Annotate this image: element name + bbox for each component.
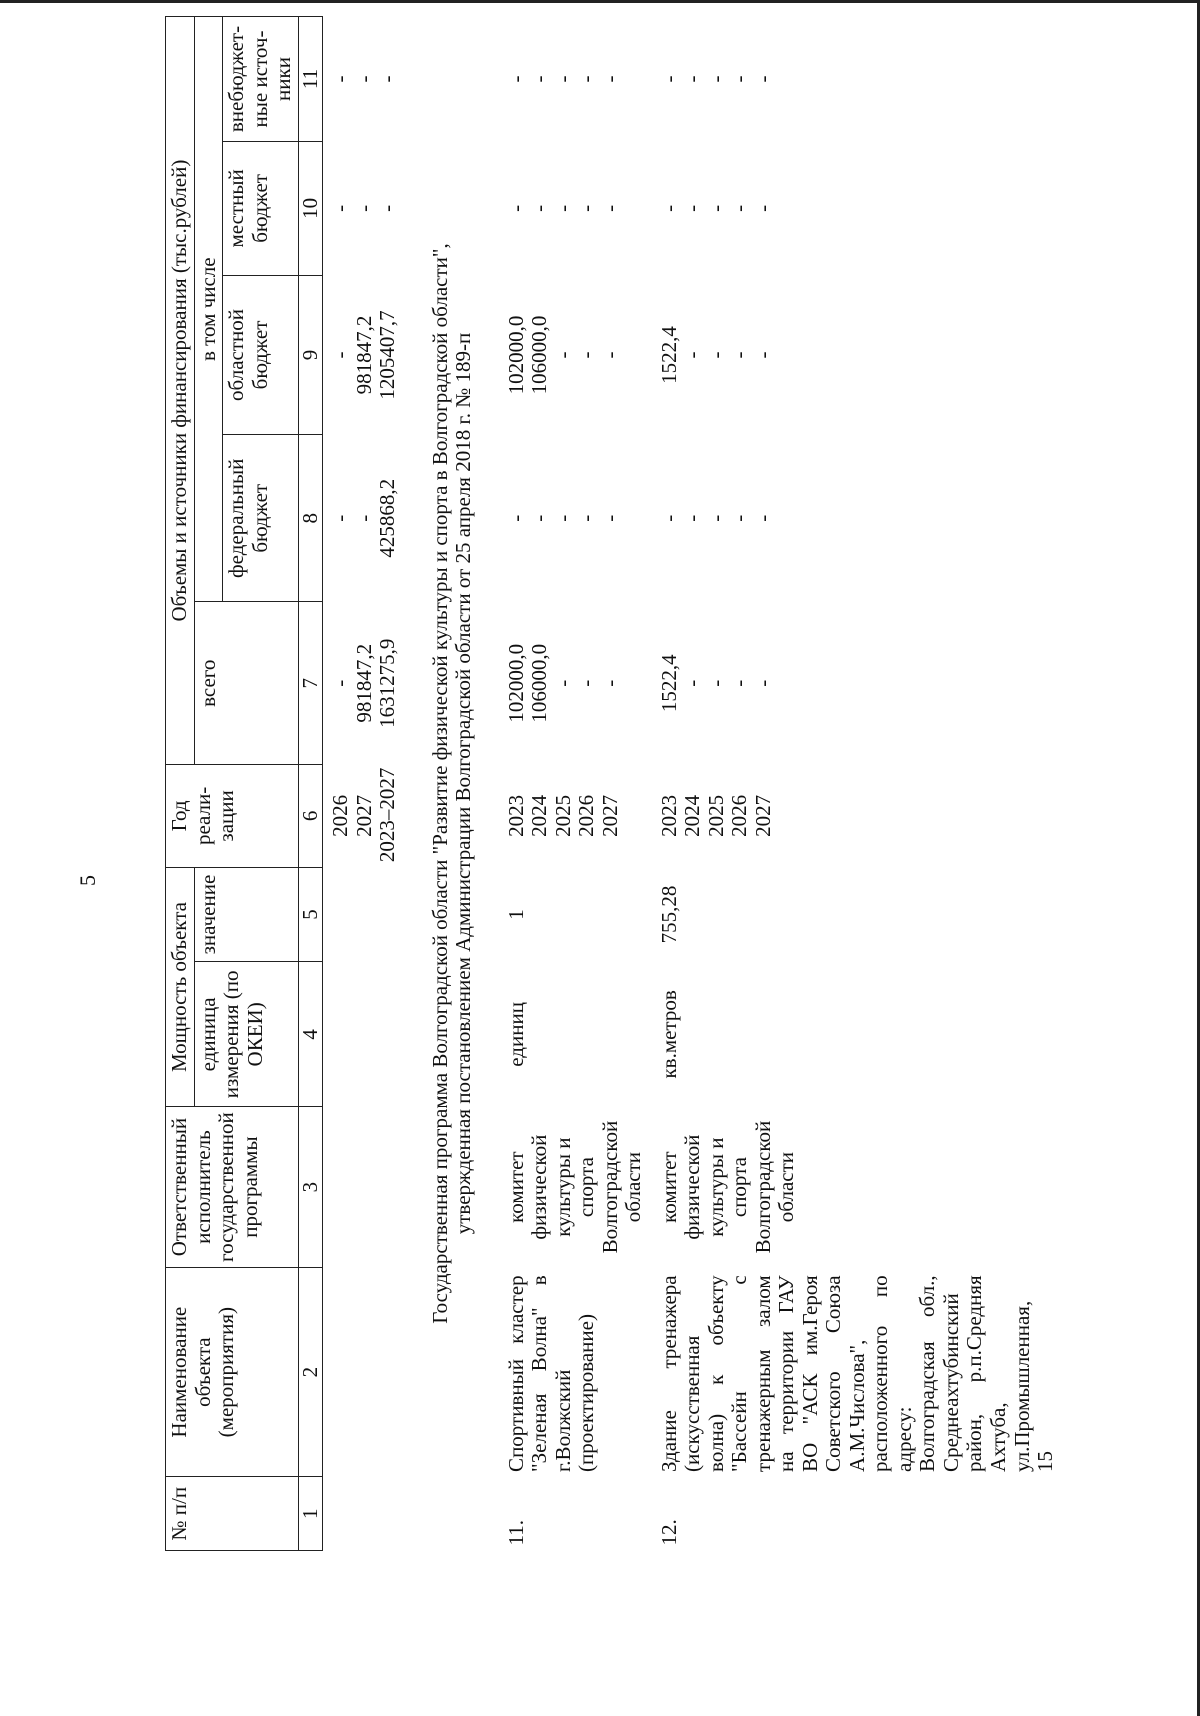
table-row bbox=[655, 17, 1061, 1551]
column-number: 10 bbox=[298, 142, 323, 276]
header-number: № п/п bbox=[166, 1477, 299, 1551]
year-cell: 2023 2024 2025 2026 2027 bbox=[656, 794, 775, 837]
capacity-value: 1 bbox=[503, 909, 528, 920]
column-number: 7 bbox=[298, 602, 323, 765]
regional-cell: 1522,4 - - - - bbox=[656, 326, 775, 384]
executor: комитет физической культуры и спорта Волгоградской области bbox=[503, 1120, 646, 1254]
column-number: 3 bbox=[298, 1107, 323, 1268]
local-cell: - - - - - bbox=[503, 204, 622, 212]
row-number: 11. bbox=[503, 1520, 528, 1546]
column-number: 2 bbox=[298, 1267, 323, 1477]
object-name: Спортивный кластер "Зеленая Волна" в г.Волжский (проектирование) bbox=[503, 1275, 599, 1472]
offbudget-cell: - - - - - bbox=[503, 75, 622, 83]
header-executor: Ответственный исполнитель государственной программы bbox=[166, 1107, 299, 1268]
column-number: 9 bbox=[298, 275, 323, 434]
unit: кв.метров bbox=[656, 990, 681, 1079]
capacity-value: 755,28 bbox=[656, 885, 681, 944]
column-number: 8 bbox=[298, 435, 323, 602]
regional-cell: 102000,0 106000,0 - - - bbox=[503, 315, 622, 395]
federal-cell: - - - - - bbox=[656, 514, 775, 522]
program-heading-row bbox=[403, 17, 502, 1551]
header-financing: Объемы и источники финансирования (тыс.рублей) bbox=[166, 17, 195, 765]
program-heading bbox=[403, 17, 502, 1551]
program-approval: утвержденная постановлением Администрации Волгоградской области от 25 апреля 2018 г. № 189-п bbox=[451, 332, 476, 1235]
header-offbudget: внебюджет-ные источ-ники bbox=[223, 17, 299, 142]
offbudget-cell: - - - - - bbox=[656, 75, 775, 83]
header-unit: единица измерения (по ОКЕИ) bbox=[194, 962, 298, 1107]
header-federal: федеральный бюджет bbox=[223, 435, 299, 602]
year: 2023–2027 bbox=[375, 767, 400, 863]
object-name: Здание тренажера (искусственная волна) к объекту "Бассейн с тренажерным залом на территории ГАУ ВО "АСК им.Героя Советского Союза А.М.Числова", расположенного по адресу: Волгоградская обл., Среднеахтубинский район, р.п.Средняя Ахтуба, ул.Промышленная, 15 bbox=[656, 1275, 1058, 1472]
header-value: значение bbox=[194, 867, 298, 962]
local-cell: - - - bbox=[328, 204, 400, 212]
column-number: 1 bbox=[298, 1477, 323, 1551]
header-capacity: Мощность объекта bbox=[166, 867, 195, 1107]
offbudget-cell: - - - bbox=[328, 75, 400, 83]
year-cell bbox=[323, 765, 403, 868]
row-number: 12. bbox=[656, 1519, 681, 1546]
table-row bbox=[323, 17, 403, 1551]
table-row bbox=[502, 17, 649, 1551]
year: 2027 bbox=[351, 794, 376, 837]
regional-cell: - 981847,2 1205407,7 bbox=[328, 310, 400, 400]
year-cell: 2023 2024 2025 2026 2027 bbox=[503, 794, 622, 837]
header-total: всего bbox=[194, 602, 298, 765]
program-title: Государственная программа Волгоградской области "Развитие физической культуры и спорта в Волгоградской области", bbox=[427, 243, 452, 1324]
total-cell: 102000,0 106000,0 - - - bbox=[503, 643, 622, 723]
page-number: 5 bbox=[75, 875, 100, 886]
column-number: 4 bbox=[298, 962, 323, 1107]
header-local: местный бюджет bbox=[223, 142, 299, 276]
header-including: в том числе bbox=[194, 17, 223, 602]
column-number: 5 bbox=[298, 867, 323, 962]
header-year: Год реали-зации bbox=[166, 765, 299, 868]
header-object-name: Наименование объекта (мероприятия) bbox=[166, 1267, 299, 1477]
local-cell: - - - - - bbox=[656, 204, 775, 212]
year: 2026 bbox=[328, 794, 353, 837]
federal-cell: - - 425868,2 bbox=[328, 478, 400, 558]
column-number: 6 bbox=[298, 765, 323, 868]
federal-cell: - - - - - bbox=[503, 514, 622, 522]
header-regional: областной бюджет bbox=[223, 275, 299, 434]
column-number: 11 bbox=[298, 17, 323, 142]
total-cell: - 981847,2 1631275,9 bbox=[328, 638, 400, 728]
unit: единиц bbox=[503, 1002, 528, 1067]
total-cell: 1522,4 - - - - bbox=[656, 654, 775, 713]
executor: комитет физической культуры и спорта Волгоградской области bbox=[656, 1120, 799, 1254]
financing-table bbox=[165, 16, 1061, 1551]
